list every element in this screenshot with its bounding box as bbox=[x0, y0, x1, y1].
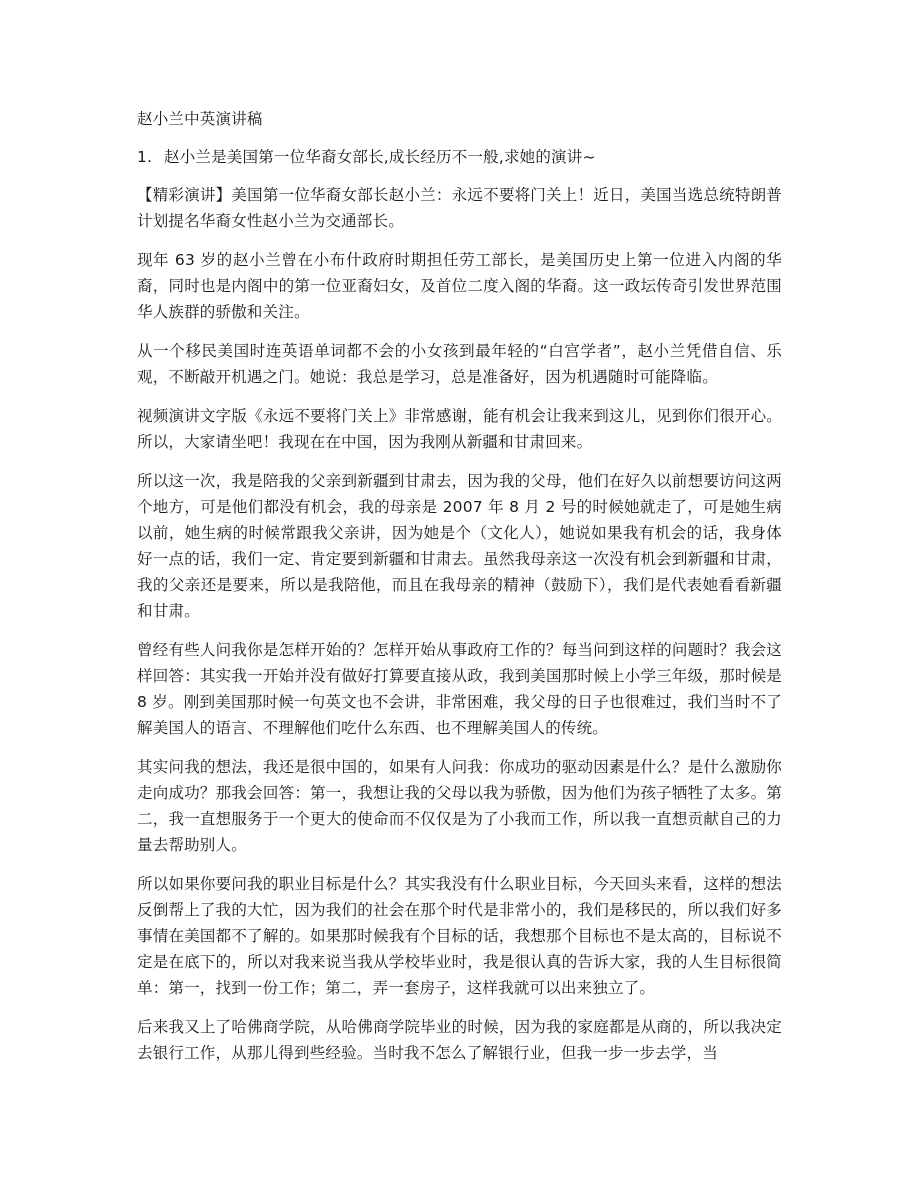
paragraph-immigrant: 从一个移民美国时连英语单词都不会的小女孩到最年轻的“白宫学者”，赵小兰凭借自信、乐观，不断敲开机遇之门。她说：我总是学习，总是准备好，因为机遇随时可能降临。 bbox=[137, 342, 782, 386]
paragraph-early-years: 曾经有些人问我你是怎样开始的？怎样开始从事政府工作的？每当问到这样的问题时？我会这样回答：其实我一开始并没有做好打算要直接从政，我到美国那时候上小学三年级，那时候是 8 岁。刚到美国那时候一句英文也不会讲，非常困难，我父母的日子也很难过，我们当时不了解美国人的语言、不理解他们吃什么东西、也不理解美国人的传统。 bbox=[137, 641, 782, 737]
document-title: 赵小兰中英演讲稿 bbox=[137, 110, 263, 128]
paragraph-biography: 现年 63 岁的赵小兰曾在小布什政府时期担任劳工部长，是美国历史上第一位进入内阁的华裔，同时也是内阁中的第一位亚裔妇女，及首位二度入阁的华裔。这一政坛传奇引发世界范围华人族群的骄傲和关注。 bbox=[137, 251, 782, 321]
paragraph-speech-opening: 视频演讲文字版《永远不要将门关上》非常感谢，能有机会让我来到这儿，见到你们很开心。所以，大家请坐吧！我现在在中国，因为我刚从新疆和甘肃回来。 bbox=[137, 407, 782, 451]
paragraph-career-goals: 所以如果你要问我的职业目标是什么？其实我没有什么职业目标，今天回头来看，这样的想法反倒帮上了我的大忙，因为我们的社会在那个时代是非常小的，我们是移民的，所以我们好多事情在美国都不了解的。如果那时候我有个目标的话，我想那个目标也不是太高的，目标说不定是在底下的，所以对我来说当我从学校毕业时，我是很认真的告诉大家，我的人生目标很简单：第一，找到一份工作；第二，弄一套房子，这样我就可以出来独立了。 bbox=[137, 875, 782, 997]
heading-text: 赵小兰是美国第一位华裔女部长,成长经历不一般,求她的演讲~ bbox=[164, 148, 596, 166]
heading-number: 1. bbox=[137, 148, 153, 166]
numbered-heading bbox=[137, 144, 782, 170]
paragraph-harvard: 后来我又上了哈佛商学院，从哈佛商学院毕业的时候，因为我的家庭都是从商的，所以我决定去银行工作，从那儿得到些经验。当时我不怎么了解银行业，但我一步一步去学，当 bbox=[137, 1018, 782, 1062]
document-body bbox=[137, 106, 782, 1079]
paragraph-xinjiang-gansu: 所以这一次，我是陪我的父亲到新疆到甘肃去，因为我的父母，他们在好久以前想要访问这两个地方，可是他们都没有机会，我的母亲是 2007 年 8 月 2 号的时候她就走了，可是她生病以前，她生病的时候常跟我父亲讲，因为她是个（文化人），她说如果我有机会的话，我身体好一点的话，我们一定、肯定要到新疆和甘肃去。虽然我母亲这一次没有机会到新疆和甘肃，我的父亲还是要来，所以是我陪他，而且在我母亲的精神（鼓励下），我们是代表她看看新疆和甘肃。 bbox=[137, 472, 782, 620]
paragraph-motivation: 其实问我的想法，我还是很中国的，如果有人问我：你成功的驱动因素是什么？是什么激励你走向成功？那我会回答：第一，我想让我的父母以我为骄傲，因为他们为孩子牺牲了太多。第二，我一直想服务于一个更大的使命而不仅仅是为了小我而工作，所以我一直想贡献自己的力量去帮助别人。 bbox=[137, 758, 782, 854]
paragraph-intro: 【精彩演讲】美国第一位华裔女部长赵小兰：永远不要将门关上！近日，美国当选总统特朗普计划提名华裔女性赵小兰为交通部长。 bbox=[137, 186, 782, 230]
